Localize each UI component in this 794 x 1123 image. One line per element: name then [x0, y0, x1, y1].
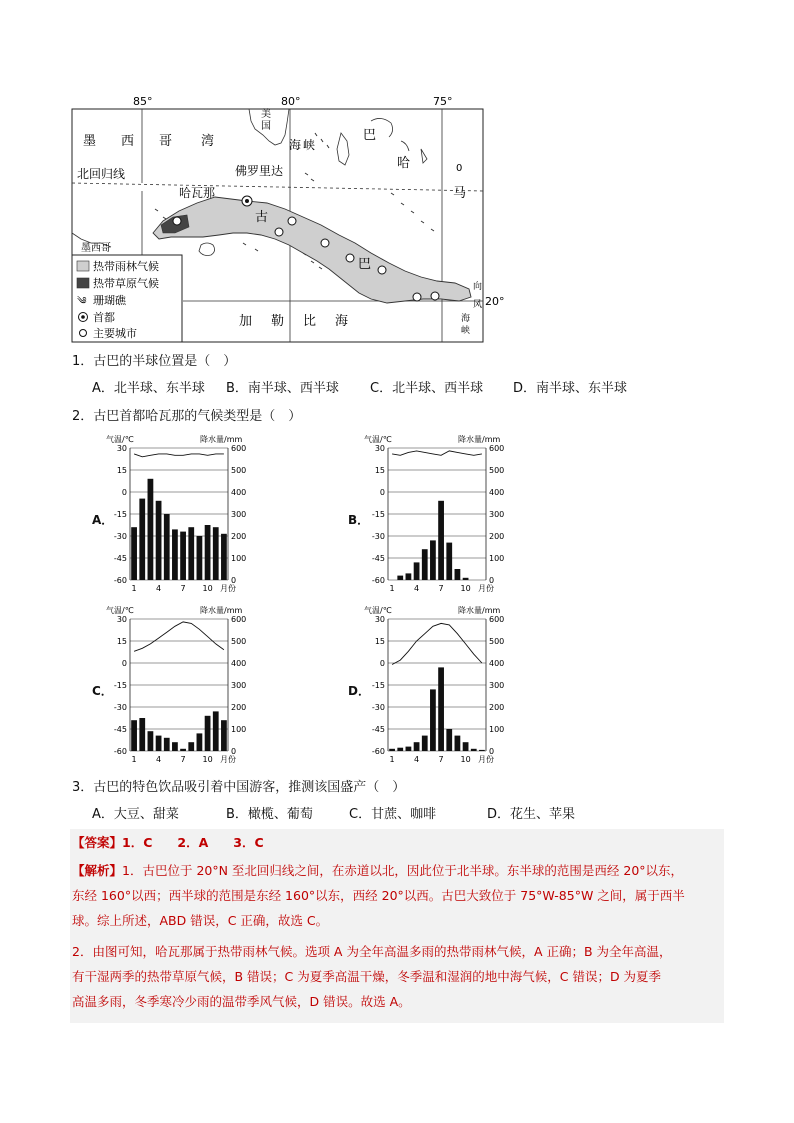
- precip-bar: [131, 720, 137, 751]
- precip-bar: [406, 747, 412, 751]
- precip-tick-label: 600: [231, 444, 247, 453]
- precip-tick-label: 0: [489, 576, 495, 585]
- gulf-label-1: 墨: [83, 134, 97, 149]
- q2-stem: 2．古巴首都哈瓦那的气候类型是（ ）: [72, 409, 302, 424]
- temp-tick-label: -30: [371, 532, 385, 541]
- month-tick-label: 1: [131, 584, 137, 593]
- precip-bar: [446, 543, 452, 580]
- q2-option-b[interactable]: B．: [348, 513, 370, 527]
- temp-tick-label: 30: [374, 615, 385, 624]
- city-legend-icon: [80, 330, 87, 337]
- precip-bar: [156, 501, 162, 580]
- precip-tick-label: 600: [489, 615, 505, 624]
- precip-bar: [430, 689, 436, 751]
- lon-label-85: 85°: [133, 95, 153, 108]
- city-icon: [321, 239, 329, 247]
- legend-rainforest-swatch: [77, 261, 89, 271]
- precip-bar: [430, 540, 436, 580]
- precip-bar: [397, 748, 403, 751]
- caribbean-1: 加: [239, 314, 253, 329]
- caribbean-2: 勒: [271, 314, 285, 329]
- precip-tick-label: 0: [231, 576, 237, 585]
- cuba-map: [71, 93, 505, 343]
- month-tick-label: 4: [156, 584, 162, 593]
- caribbean-4: 海: [335, 314, 349, 329]
- precip-tick-label: 600: [231, 615, 247, 624]
- legend-city: 主要城市: [93, 327, 137, 340]
- precip-tick-label: 400: [231, 488, 247, 497]
- temp-tick-label: -60: [113, 747, 127, 756]
- temp-tick-label: 0: [379, 659, 385, 668]
- isla-juventud: [199, 243, 215, 256]
- temp-tick-label: 0: [121, 488, 127, 497]
- city-icon: [288, 217, 296, 225]
- month-tick-label: 4: [414, 755, 420, 764]
- answer-tag: 【答案】: [72, 835, 123, 850]
- precip-tick-label: 500: [231, 637, 247, 646]
- precip-axis-label: 降水量/mm: [458, 606, 501, 615]
- precip-bar: [438, 667, 444, 751]
- month-unit-label: 月份: [478, 755, 494, 764]
- windward-2: 风: [473, 300, 483, 310]
- month-tick-label: 10: [460, 755, 471, 764]
- legend-coral: 珊瑚礁: [93, 294, 126, 307]
- precip-tick-label: 0: [489, 747, 495, 756]
- precip-bar: [455, 736, 461, 751]
- cuba-label-2: 巴: [358, 257, 372, 272]
- precip-tick-label: 500: [489, 466, 505, 475]
- temp-axis-label: 气温/℃: [364, 435, 392, 444]
- precip-bar: [164, 514, 170, 580]
- cuba-label-1: 古: [255, 210, 269, 225]
- lat-label-20: 20°: [485, 295, 505, 308]
- q3-option-c[interactable]: C．甘蔗、咖啡: [349, 807, 437, 822]
- temp-tick-label: -15: [113, 510, 127, 519]
- temp-tick-label: -45: [113, 554, 127, 563]
- precip-axis-label: 降水量/mm: [200, 606, 243, 615]
- florida-strait-2: 峡: [303, 138, 316, 152]
- caribbean-3: 比: [303, 314, 317, 329]
- temp-line: [392, 451, 482, 455]
- q3-stem: 3．古巴的特色饮品吸引着中国游客，推测该国盛产（ ）: [72, 780, 406, 795]
- analysis-line-3: 球。综上所述，ABD 错误，C 正确，故选 C。: [72, 913, 329, 928]
- zero-label: 0: [456, 163, 463, 174]
- temp-line: [392, 623, 482, 664]
- q1-stem: 1．古巴的半球位置是（ ）: [72, 354, 237, 369]
- precip-bar: [180, 749, 186, 751]
- precip-tick-label: 300: [231, 681, 247, 690]
- month-unit-label: 月份: [220, 584, 236, 593]
- legend-rainforest: 热带雨林气候: [93, 260, 159, 273]
- month-tick-label: 7: [438, 584, 444, 593]
- temp-tick-label: -30: [113, 532, 127, 541]
- month-tick-label: 4: [414, 584, 420, 593]
- bahamas-3: 马: [453, 186, 467, 201]
- city-icon: [173, 217, 181, 225]
- temp-tick-label: -45: [113, 725, 127, 734]
- gulf-label-4: 湾: [201, 134, 215, 149]
- precip-bar: [148, 731, 154, 751]
- temp-line: [134, 622, 224, 651]
- month-tick-label: 10: [202, 584, 213, 593]
- usa-label-2: 国: [261, 121, 271, 132]
- gulf-label-2: 西: [121, 134, 135, 149]
- temp-tick-label: -15: [371, 681, 385, 690]
- coral-reef-icon: ༄: [77, 296, 87, 307]
- precip-axis-label: 降水量/mm: [200, 435, 243, 444]
- lon-label-75: 75°: [433, 95, 453, 108]
- precip-bar: [389, 749, 395, 751]
- month-unit-label: 月份: [220, 755, 236, 764]
- precip-bar: [471, 749, 477, 751]
- capital-havana-icon-inner: [245, 199, 249, 203]
- q1-option-b[interactable]: B．南半球、西半球: [226, 381, 339, 396]
- q2-option-a[interactable]: A．: [92, 513, 114, 527]
- precip-bar: [463, 742, 469, 751]
- q2-option-c[interactable]: C．: [92, 684, 113, 698]
- precip-bar: [397, 576, 403, 580]
- city-icon: [378, 266, 386, 274]
- temp-tick-label: 15: [116, 466, 127, 475]
- precip-bar: [446, 729, 452, 751]
- precip-bar: [213, 527, 219, 580]
- temp-tick-label: 30: [374, 444, 385, 453]
- precip-bar: [438, 501, 444, 580]
- precip-bar: [131, 527, 137, 580]
- climate-chart-c: [104, 603, 254, 771]
- temp-tick-label: -45: [371, 554, 385, 563]
- bahamas-1: 巴: [363, 128, 377, 143]
- city-icon: [413, 293, 421, 301]
- legend-savanna-swatch: [77, 278, 89, 288]
- month-tick-label: 10: [202, 755, 213, 764]
- windward-1: 向: [473, 282, 483, 292]
- temp-tick-label: 15: [374, 637, 385, 646]
- analysis-text-1: 1．古巴位于 20°N 至北回归线之间，在赤道以北，因此位于北半球。东半球的范围是西经 20°以东，: [122, 863, 684, 878]
- precip-bar: [422, 549, 428, 580]
- legend-savanna: 热带草原气候: [93, 277, 159, 290]
- precip-tick-label: 300: [489, 681, 505, 690]
- precip-tick-label: 100: [231, 554, 247, 563]
- precip-bar: [188, 742, 194, 751]
- analysis-line-5: 有干湿两季的热带草原气候，B 错误；C 为夏季高温干燥，冬季温和湿润的地中海气候，C 错误；D 为夏季: [72, 969, 662, 984]
- precip-bar: [205, 525, 211, 580]
- precip-bar: [197, 536, 203, 580]
- precip-bar: [188, 527, 194, 580]
- temp-tick-label: 30: [116, 444, 127, 453]
- precip-bar: [414, 742, 420, 751]
- precip-tick-label: 400: [231, 659, 247, 668]
- precip-tick-label: 400: [489, 488, 505, 497]
- temp-tick-label: 0: [379, 488, 385, 497]
- precip-tick-label: 500: [489, 637, 505, 646]
- analysis-line-4: 2．由图可知，哈瓦那属于热带雨林气候。选项 A 为全年高温多雨的热带雨林气候，A 正确；B 为全年高温，: [72, 944, 672, 959]
- precip-tick-label: 400: [489, 659, 505, 668]
- precip-tick-label: 600: [489, 444, 505, 453]
- temp-axis-label: 气温/℃: [106, 435, 134, 444]
- analysis-line-6: 高温多雨，冬季寒冷少雨的温带季风气候，D 错误。故选 A。: [72, 994, 411, 1009]
- precip-bar: [172, 529, 178, 580]
- city-icon: [346, 254, 354, 262]
- q1-option-d[interactable]: D．南半球、东半球: [513, 381, 628, 396]
- temp-tick-label: -60: [113, 576, 127, 585]
- q3-option-a[interactable]: A．大豆、甜菜: [92, 807, 179, 822]
- temp-tick-label: -45: [371, 725, 385, 734]
- precip-bar: [455, 569, 461, 580]
- usa-label-1: 美: [261, 109, 271, 120]
- precip-tick-label: 300: [489, 510, 505, 519]
- legend-capital: 首都: [93, 311, 115, 324]
- climate-chart-b: [362, 432, 512, 600]
- temp-axis-label: 气温/℃: [106, 606, 134, 615]
- temp-tick-label: 30: [116, 615, 127, 624]
- precip-bar: [139, 499, 145, 580]
- precip-bar: [180, 532, 186, 580]
- city-icon: [275, 228, 283, 236]
- precip-bar: [406, 573, 412, 580]
- precip-axis-label: 降水量/mm: [458, 435, 501, 444]
- precip-bar: [479, 750, 485, 751]
- precip-tick-label: 100: [489, 725, 505, 734]
- temp-tick-label: -15: [371, 510, 385, 519]
- florida-label: 佛罗里达: [235, 164, 284, 178]
- precip-tick-label: 500: [231, 466, 247, 475]
- month-tick-label: 1: [131, 755, 137, 764]
- precip-bar: [221, 534, 227, 580]
- answer-text: 1．C 2．A 3．C: [122, 835, 264, 850]
- analysis-line-1: [72, 860, 683, 882]
- florida-strait-1: 海: [289, 138, 302, 152]
- precip-bar: [197, 733, 203, 751]
- temp-tick-label: 15: [374, 466, 385, 475]
- precip-tick-label: 100: [231, 725, 247, 734]
- precip-tick-label: 100: [489, 554, 505, 563]
- month-tick-label: 1: [389, 584, 395, 593]
- precip-tick-label: 200: [489, 703, 505, 712]
- havana-label: 哈瓦那: [179, 186, 216, 200]
- month-tick-label: 4: [156, 755, 162, 764]
- temp-tick-label: -30: [113, 703, 127, 712]
- windward-3: 海: [461, 314, 471, 324]
- climate-chart-d: [362, 603, 512, 771]
- q1-option-a[interactable]: A．北半球、东半球: [92, 381, 205, 396]
- temp-tick-label: -15: [113, 681, 127, 690]
- precip-tick-label: 200: [231, 703, 247, 712]
- answer-line: [72, 832, 264, 854]
- precip-bar: [221, 720, 227, 751]
- tropic-label: 北回归线: [77, 167, 126, 181]
- q3-option-b[interactable]: B．橄榄、葡萄: [226, 807, 313, 822]
- windward-4: 峡: [461, 326, 471, 336]
- precip-bar: [205, 716, 211, 751]
- month-tick-label: 7: [438, 755, 444, 764]
- precip-bar: [164, 738, 170, 751]
- temp-axis-label: 气温/℃: [364, 606, 392, 615]
- precip-bar: [463, 578, 469, 580]
- city-icon: [431, 292, 439, 300]
- temp-tick-label: 0: [121, 659, 127, 668]
- precip-bar: [148, 479, 154, 580]
- lon-label-80: 80°: [281, 95, 301, 108]
- mexico-label: 墨西哥: [81, 243, 111, 254]
- precip-tick-label: 200: [231, 532, 247, 541]
- analysis-line-2: 东经 160°以西；西半球的范围是东经 160°以东，西经 20°以西。古巴大致位于 75°W-85°W 之间，属于西半: [72, 888, 685, 903]
- precip-tick-label: 300: [231, 510, 247, 519]
- analysis-tag: 【解析】: [72, 863, 123, 878]
- temp-tick-label: -30: [371, 703, 385, 712]
- q3-option-d[interactable]: D．花生、苹果: [487, 807, 576, 822]
- month-tick-label: 10: [460, 584, 471, 593]
- temp-tick-label: -60: [371, 747, 385, 756]
- month-tick-label: 7: [180, 755, 186, 764]
- month-tick-label: 7: [180, 584, 186, 593]
- capital-icon-inner: [81, 315, 85, 319]
- precip-bar: [139, 718, 145, 751]
- climate-chart-a: [104, 432, 254, 600]
- precip-bar: [213, 711, 219, 751]
- gulf-label-3: 哥: [159, 134, 173, 149]
- temp-tick-label: 15: [116, 637, 127, 646]
- precip-bar: [422, 736, 428, 751]
- q1-option-c[interactable]: C．北半球、西半球: [370, 381, 484, 396]
- temp-tick-label: -60: [371, 576, 385, 585]
- month-tick-label: 1: [389, 755, 395, 764]
- q2-option-d[interactable]: D．: [348, 684, 370, 698]
- precip-bar: [156, 736, 162, 751]
- temp-line: [134, 454, 224, 457]
- precip-bar: [414, 562, 420, 580]
- month-unit-label: 月份: [478, 584, 494, 593]
- precip-bar: [172, 742, 178, 751]
- precip-tick-label: 200: [489, 532, 505, 541]
- bahamas-2: 哈: [397, 156, 411, 171]
- precip-tick-label: 0: [231, 747, 237, 756]
